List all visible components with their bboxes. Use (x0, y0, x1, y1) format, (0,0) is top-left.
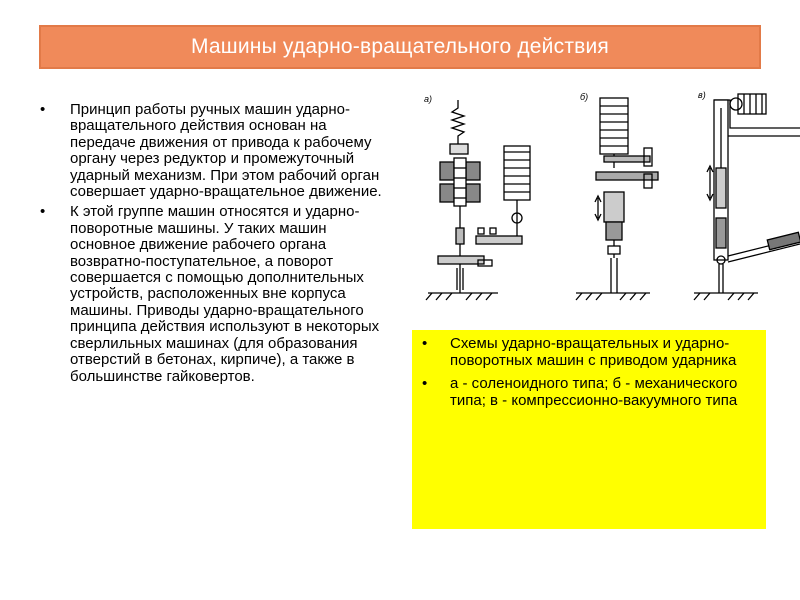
left-bullet-list (40, 102, 385, 389)
bullet-principle: • Принцип работы ручных машин ударно-вращательного действия основан на передаче движения от привода к рабочему органу через редуктор и промежуточный ударный механизм. При этом рабочий орган совершает ударно-вращательное движение. (40, 102, 385, 200)
label-b: б) (580, 92, 589, 102)
caption-title: • Схемы ударно-вращательных и ударно-поворотных машин с приводом ударника (420, 336, 754, 369)
slide-title: Машины ударно-вращательного действия (191, 35, 609, 58)
title-bar (39, 25, 761, 69)
caption-list (420, 336, 754, 409)
scheme-c (694, 94, 800, 300)
caption-box (412, 330, 766, 529)
scheme-a (426, 100, 530, 300)
scheme-b (576, 98, 658, 300)
caption-legend: • а - соленоидного типа; б - механического типа; в - компрессионно-вакуумного типа (420, 376, 754, 409)
label-c: в) (698, 90, 706, 100)
bullet-group: • К этой группе машин относятся и ударно-поворотные машины. У таких машин основное движение рабочего органа возвратно-поступательное, а поворот совершается с помощью дополнительных устройств, расположенных вне корпуса машины. Приводы ударно-вращательного принципа действия используют в некоторых сверлильных машинах (для образования отверстий в бетонах, кирпиче), а также в большинстве гайковертов. (40, 204, 385, 384)
label-a: а) (424, 94, 433, 104)
machine-schemes-figure (418, 88, 800, 303)
